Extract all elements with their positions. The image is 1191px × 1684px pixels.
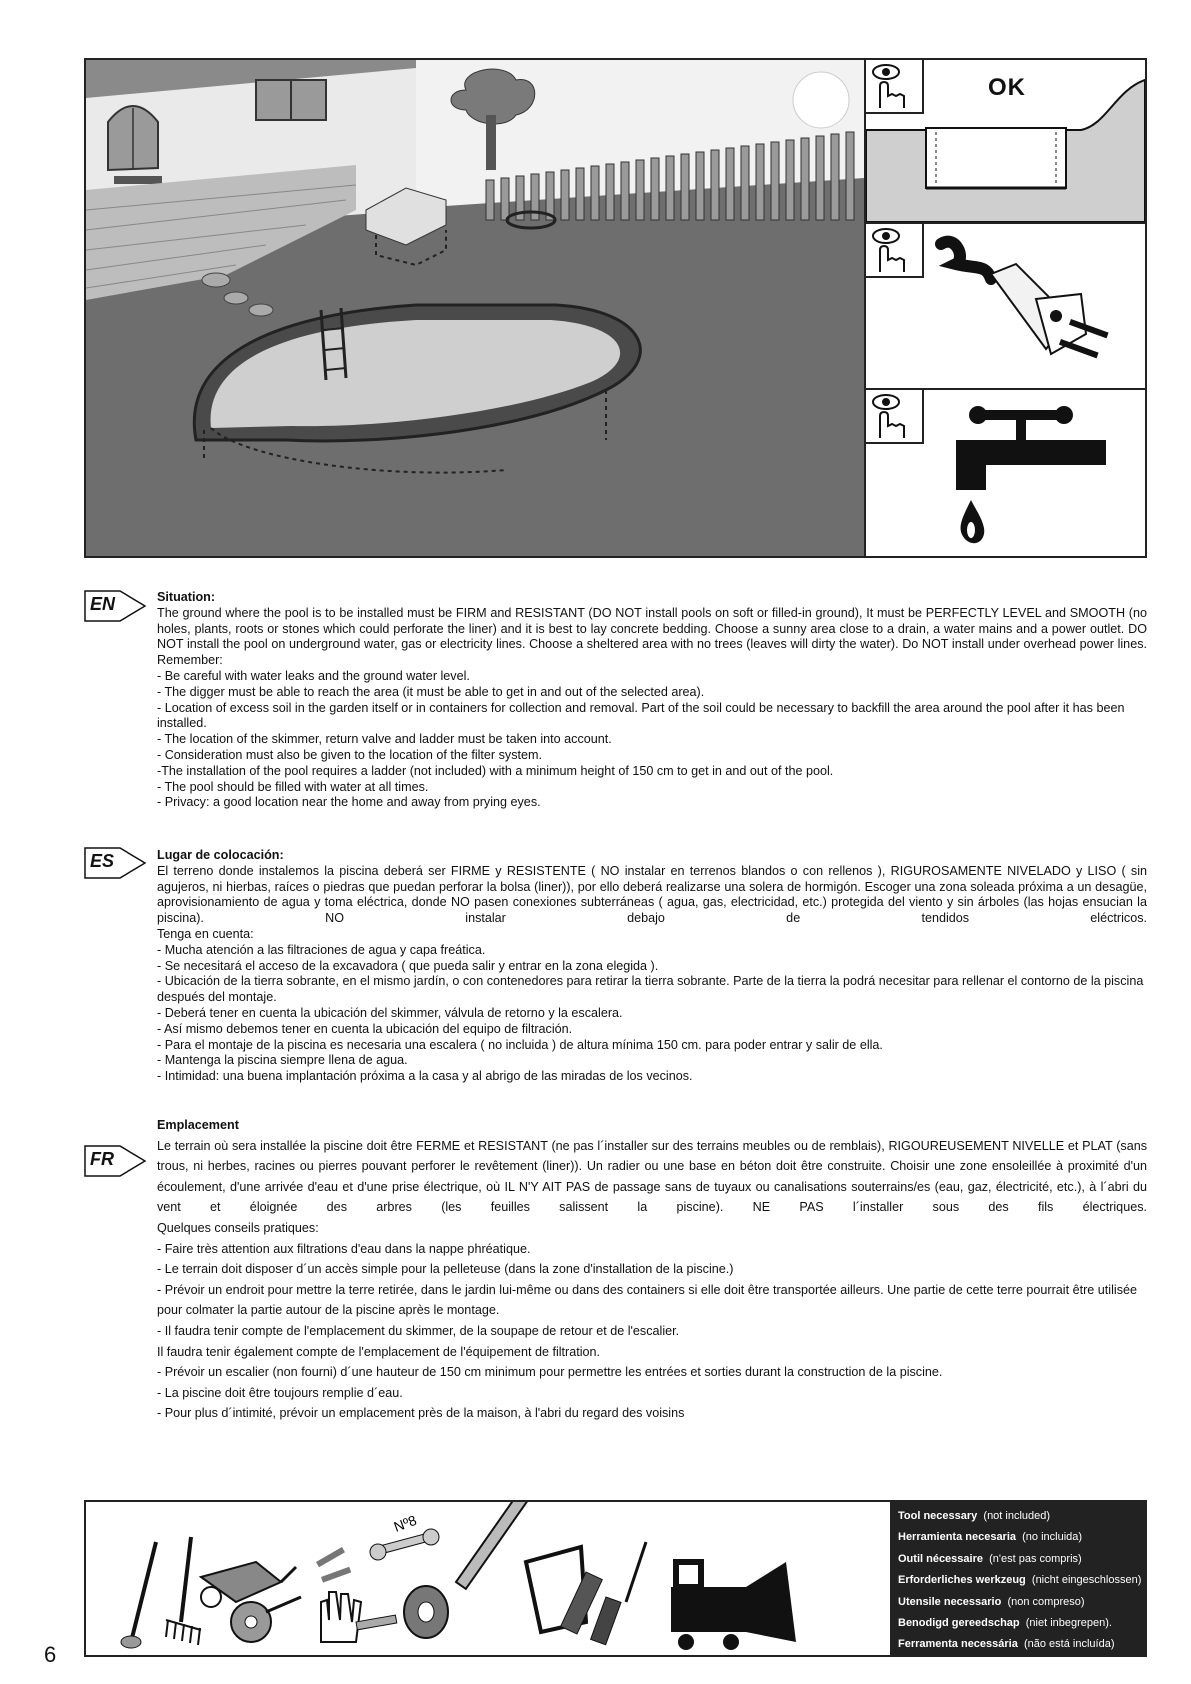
- legend-row: Herramienta necesaria (no incluida): [898, 1531, 1083, 1544]
- section-es-title: Lugar de colocación:: [157, 848, 284, 862]
- tools-box: [84, 1500, 1147, 1657]
- wrench-icon: [370, 1529, 439, 1560]
- panel-water-supply: [864, 388, 1147, 558]
- list-item: - Intimidad: una buena implantación próxima a la casa y al abrigo de las miradas de los vecinos.: [157, 1069, 693, 1084]
- section-en-intro: The ground where the pool is to be installed must be FIRM and RESISTANT (DO NOT install pools on soft or filled-in ground), It must be PERFECTLY LEVEL and SMOOTH (no holes, plants, roots or stones which could perforate the liner) and it is best to lay concrete bedding. Choose a sunny area close to a drain, a water mains and a power outlet. DO NOT install the pool on underground water, gas or electricity lines. Choose a sheltered area with no trees (leaves will dirty the water). Do NOT install under overhead power lines.: [157, 605, 1147, 652]
- lang-badge-en: EN: [84, 590, 144, 620]
- tape-measure-icon: [231, 1597, 301, 1642]
- legend-row: Erforderliches werkzeug (nicht eingeschlossen): [898, 1574, 1142, 1587]
- list-item: - La piscine doit être toujours remplie d´eau.: [157, 1385, 403, 1400]
- list-item: - Se necesitará el acceso de la excavadora ( que pueda salir y entrar en la zona elegida ).: [157, 958, 659, 973]
- lang-badge-es: ES: [84, 847, 144, 877]
- list-item: - The digger must be able to reach the area (it must be able to get in and out of the selected area).: [157, 684, 705, 699]
- ok-label: OK: [988, 74, 1026, 101]
- tape-roll-icon: [404, 1586, 448, 1638]
- lang-badge-fr: FR: [84, 1145, 144, 1175]
- section-es: [157, 848, 1147, 1085]
- pool-site-illustration: [84, 58, 866, 558]
- list-item: - The pool should be filled with water at all times.: [157, 779, 429, 794]
- section-es-remember: Tenga en cuenta:: [157, 926, 254, 941]
- tools-legend: [890, 1502, 1145, 1655]
- screwdriver-icon: [591, 1542, 646, 1645]
- list-item: - Il faudra tenir compte de l'emplacement du skimmer, de la soupape de retour et de l'escalier.: [157, 1323, 680, 1338]
- list-item: -The installation of the pool requires a ladder (not included) with a minimum height of 150 cm to get in and out of the pool.: [157, 763, 834, 778]
- list-item: - Mantenga la piscina siempre llena de agua.: [157, 1053, 408, 1068]
- panel-level-ground: [864, 58, 1147, 224]
- hoe-icon: [121, 1542, 156, 1648]
- page-number: 6: [44, 1642, 57, 1667]
- list-item: - Pour plus d´intimité, prévoir un emplacement près de la maison, à l'abri du regard des voisins: [157, 1406, 685, 1421]
- list-item: - Location of excess soil in the garden itself or in containers for collection and removal. Part of the soil could be necessary to backfill the area around the pool after it has been installed.: [157, 700, 1125, 731]
- list-item: - Privacy: a good location near the home and away from prying eyes.: [157, 795, 541, 810]
- spirit-level-icon: [456, 1502, 529, 1589]
- section-es-intro: El terreno donde instalemos la piscina deberá ser FIRME y RESISTENTE ( NO instalar en terrenos blandos o con rellenos ), RIGUROSAMENTE NIVELADO y LISO ( sin agujeros, ni hierbas, raíces o piedras que puedan perforar la bolsa (liner)), por ello deberá realizarse una solera de hormigón. Escoger una zona soleada próxima a un desagüe, aprovisionamiento de agua y toma eléctrica, donde NO pasen conexiones subterráneas ( agua, gas, electricidad, etc.) protegida del viento y sin árboles (las hojas ensucian la piscina). NO instalar debajo de tendidos eléctricos.: [157, 863, 1147, 926]
- list-item: - Ubicación de la tierra sobrante, en el mismo jardín, o con contenedores para retirar la tierra sobrante. Parte de la tierra la podrá necesitar para rellenar el contorno de la piscina después del montaje.: [157, 974, 1144, 1005]
- list-item: - Prévoir un endroit pour mettre la terre retirée, dans le jardin lui-même ou dans des containers si elle doit être transportée ailleurs. Une partie de cette terre pourrait être utilisée pour colmater la partie autour de la piscine après le montage.: [157, 1282, 1138, 1318]
- legend-row: Benodigd gereedschap (niet inbegrepen).: [898, 1617, 1112, 1630]
- section-fr: [157, 1115, 1147, 1424]
- pool-cross-section: [926, 128, 1066, 188]
- section-fr-remember: Quelques conseils pratiques:: [157, 1220, 319, 1235]
- screwdriver-icon: [356, 1615, 397, 1630]
- section-en: [157, 590, 1147, 811]
- sun: [793, 72, 849, 128]
- section-en-title: Situation:: [157, 590, 216, 604]
- legend-row: Utensile necessario (non compreso): [898, 1595, 1085, 1608]
- section-en-remember: Remember:: [157, 653, 223, 668]
- list-item: - The location of the skimmer, return valve and ladder must be taken into account.: [157, 732, 612, 747]
- bulldozer-icon: [671, 1562, 796, 1650]
- list-item: - Be careful with water leaks and the ground water level.: [157, 668, 470, 683]
- list-item: - Le terrain doit disposer d´un accès simple pour la pelleteuse (dans la zone d'installation de la piscine.): [157, 1262, 734, 1277]
- pegs-icon: [316, 1547, 351, 1583]
- section-fr-intro: Le terrain où sera installée la piscine doit être FERME et RESISTANT (ne pas l´installer sur des terrains meubles ou de remblais), RIGOUREUSEMENT NIVELLE et PLAT (sans trous, ni herbes, racines ou pierres pouvant perforer le revêtement (liner)). Un radier ou une base en béton doit être construite. Choisir une zone ensoleillée à proximité d'un écoulement, d'une arrivée d'eau et d'une prise électrique, où IL N'Y AIT PAS de passage sans de tuyaux ou canalisations souterrains/es (eau, gaz, électricité, etc.), à l´abri du vent et éloignée des arbres (les feuilles salissent la piscine). NE PAS l´installer sous des fils électriques.: [157, 1138, 1147, 1215]
- water-tap-icon: [866, 390, 1145, 556]
- wrench-size-label: Nº8: [391, 1511, 419, 1535]
- panel-power-outlet: [864, 222, 1147, 390]
- list-item: - Faire très attention aux filtrations d'eau dans la nappe phréatique.: [157, 1241, 531, 1256]
- legend-row: Tool necessary (not included): [898, 1510, 1051, 1522]
- legend-row: Ferramenta necessária (não está incluída): [898, 1638, 1115, 1651]
- list-item: - Así mismo debemos tener en cuenta la ubicación del equipo de filtración.: [157, 1021, 573, 1036]
- list-item: - Deberá tener en cuenta la ubicación del skimmer, válvula de retorno y la escalera.: [157, 1005, 623, 1020]
- list-item: Il faudra tenir également compte de l'emplacement de l'équipement de filtration.: [157, 1344, 601, 1359]
- list-item: - Prévoir un escalier (non fourni) d´une hauteur de 150 cm minimum pour permettre les entrées et sorties durant la construction de la piscine.: [157, 1365, 943, 1380]
- section-fr-title: Emplacement: [157, 1118, 239, 1132]
- legend-row: Outil nécessaire (n'est pas compris): [898, 1552, 1082, 1565]
- rake-icon: [166, 1537, 201, 1645]
- wheelbarrow-icon: [201, 1562, 296, 1607]
- gloves-icon: [321, 1592, 361, 1642]
- tools-illustration: [86, 1502, 886, 1655]
- power-plug-icon: [866, 224, 1145, 388]
- list-item: - Para el montaje de la piscina es necesaria una escalera ( no incluida ) de altura mínima 150 cm. para poder entrar y salir de ella.: [157, 1037, 883, 1052]
- list-item: - Mucha atención a las filtraciones de agua y capa freática.: [157, 942, 486, 957]
- list-item: - Consideration must also be given to the location of the filter system.: [157, 747, 543, 762]
